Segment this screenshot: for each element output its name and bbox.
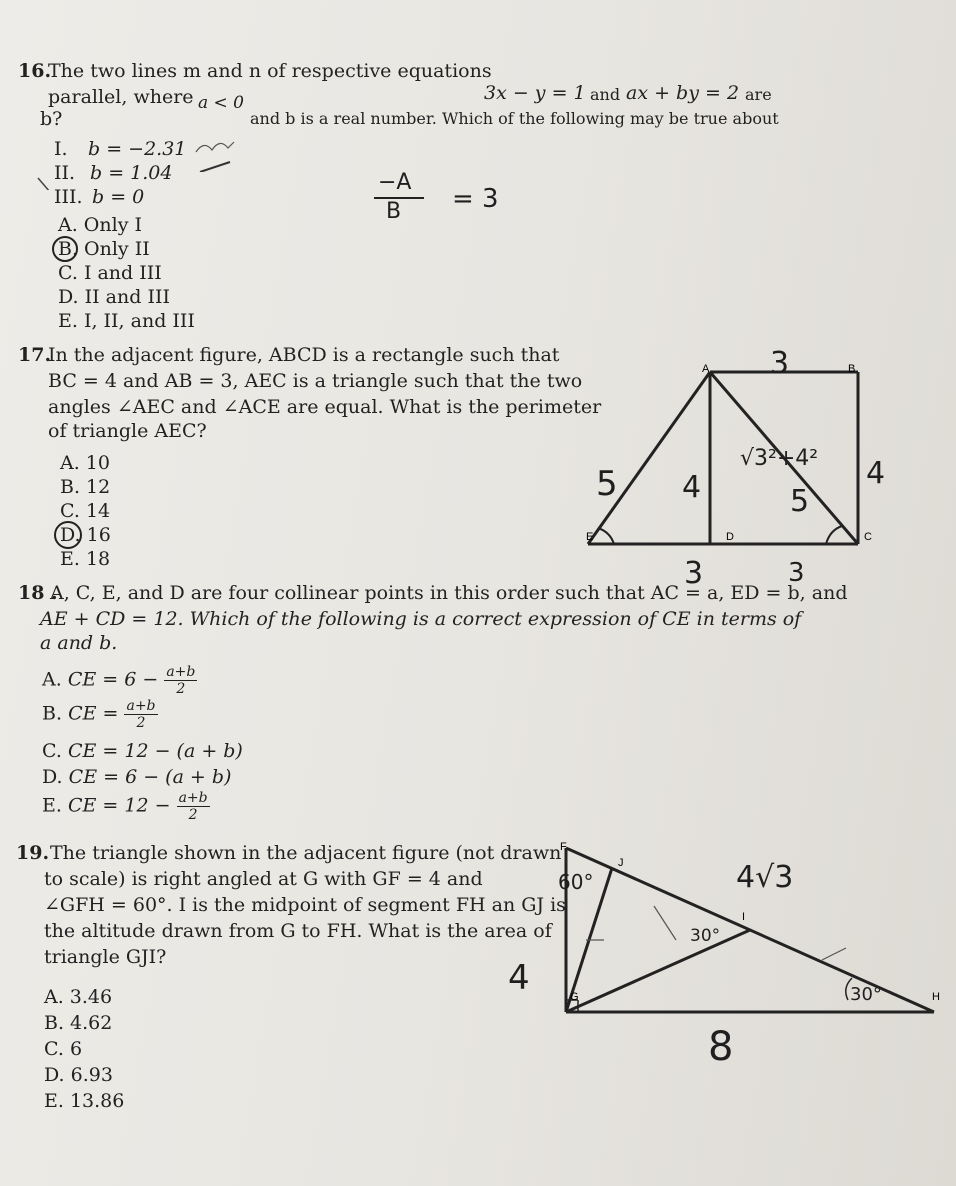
q19-hw-angle-60: 60° — [558, 870, 594, 894]
q19-label-h: H — [932, 991, 940, 1003]
q19-choice-a[interactable]: A. 3.46 — [44, 986, 113, 1008]
q16-pen-marks — [30, 130, 90, 190]
q17-choice-d[interactable]: D. 16 — [60, 524, 111, 546]
q18-choice-e-label: E. — [42, 794, 62, 817]
q18-choice-d-expr: CE = 6 − (a + b) — [68, 766, 232, 788]
q17-hw-left: 5 — [596, 464, 618, 504]
q17-choice-e[interactable]: E. 18 — [60, 548, 111, 570]
q19-label-f: F — [560, 841, 567, 853]
q17-choice-d-circle — [54, 521, 82, 549]
q18-choice-c[interactable] — [42, 740, 243, 762]
q18-number: 18 . — [18, 582, 58, 604]
q19-line-3: ∠GFH = 60°. I is the midpoint of segment FH an GJ is — [44, 894, 566, 916]
q17-line-4: of triangle AEC? — [48, 420, 207, 442]
q19-hw-base: 8 — [708, 1024, 734, 1070]
q16-cond: a < 0 — [198, 93, 245, 113]
q17-label-b: B — [848, 363, 856, 375]
q17-choice-c[interactable]: C. 14 — [60, 500, 111, 522]
q19-hw-left: 4 — [508, 958, 530, 998]
q19-hw-hyp: 4√3 — [736, 860, 794, 895]
q16-hw-numerator: −A — [378, 170, 412, 195]
q17-hw-right: 4 — [866, 456, 886, 491]
q19-choice-c[interactable]: C. 6 — [44, 1038, 83, 1060]
q17-line-3: angles ∠AEC and ∠ACE are equal. What is the perimeter — [48, 396, 602, 418]
q16-eq1: 3x − y = 1 — [484, 82, 586, 104]
q16-choice-d[interactable]: D. II and III — [58, 286, 170, 308]
q18-choice-b-label: B. — [42, 702, 63, 725]
q17-label-a: A — [702, 363, 710, 375]
q16-choice-a[interactable]: A. Only I — [58, 214, 142, 236]
q19-choice-e[interactable]: E. 13.86 — [44, 1090, 125, 1112]
q16-and: and — [590, 85, 621, 104]
q16-stmt-3-value: b = 0 — [92, 186, 145, 208]
q17-side-ae — [588, 372, 710, 544]
q18-choice-d-label: D. — [42, 766, 63, 788]
q16-stmt-3-label: III. — [54, 186, 83, 208]
q19-line-1: The triangle shown in the adjacent figure (not drawn — [50, 842, 562, 864]
q17-number: 17. — [18, 344, 52, 366]
q16-stmt-1-value: b = −2.31 — [88, 138, 187, 160]
q16-stmt-1-label: I. — [54, 138, 68, 160]
q19-label-j: J — [618, 857, 624, 869]
q16-are: are — [745, 85, 772, 104]
q17-line-2: BC = 4 and AB = 3, AEC is a triangle such that the two — [48, 370, 583, 392]
q18-choice-a-expr: CE = 6 − — [67, 668, 159, 691]
q18-choice-b-expr: CE = — [68, 702, 119, 725]
q16-hw-denominator: B — [386, 199, 402, 224]
q16-text-line3: b? — [40, 108, 63, 130]
q16-choice-b-circle — [52, 236, 78, 262]
q17-hw-diag: √3²+4² — [740, 446, 819, 471]
q18-choice-d[interactable] — [42, 766, 231, 788]
q19-line-5: triangle GJI? — [44, 946, 167, 968]
q19-choice-d[interactable]: D. 6.93 — [44, 1064, 113, 1086]
q16-stmt-2-label: II. — [54, 162, 76, 184]
q19-tick-2 — [822, 948, 846, 960]
q18-choice-c-expr: CE = 12 − (a + b) — [67, 740, 243, 762]
q16-scribble — [190, 132, 250, 172]
q17-angle-c — [826, 526, 842, 544]
q17-line-1: In the adjacent figure, ABCD is a rectangle such that — [48, 344, 560, 366]
q17-label-c: C — [864, 531, 872, 543]
q17-hw-mid: 4 — [682, 470, 702, 505]
q18-line-3: a and b. — [40, 632, 118, 654]
q17-hw-bottom-right: 3 — [788, 558, 805, 588]
q19-label-g: G — [570, 991, 579, 1003]
q19-line-2: to scale) is right angled at G with GF = 4 and — [44, 868, 483, 890]
q19-median-gi — [566, 930, 750, 1012]
q18-choice-e-expr: CE = 12 − — [67, 794, 171, 817]
q17-label-e: E — [586, 531, 594, 543]
q19-hw-angle-30a: 30° — [690, 926, 721, 946]
q18-choice-a-frac: $\frac{a+b}{2}$ — [166, 664, 196, 697]
q16-text-line2a: parallel, where — [48, 86, 194, 108]
q17-choice-a[interactable]: A. 10 — [60, 452, 110, 474]
q18-choice-a[interactable] — [42, 664, 197, 697]
q17-hw-bottom-left: 3 — [684, 556, 704, 591]
q19-hw-angle-30b: 30° — [850, 984, 882, 1005]
q17-label-d: D — [726, 531, 734, 543]
q18-line-2: AE + CD = 12. Which of the following is a correct expression of CE in terms of — [40, 608, 802, 630]
q19-line-4: the altitude drawn from G to FH. What is the area of — [44, 920, 552, 942]
q18-choice-a-label: A. — [42, 668, 62, 691]
q18-choice-e[interactable] — [42, 790, 210, 823]
q16-eq2: ax + by = 2 — [626, 82, 740, 104]
q18-choice-b-frac: $\frac{a+b}{2}$ — [126, 698, 156, 731]
q17-hw-top: 3 — [770, 346, 790, 381]
q16-stmt-2-value: b = 1.04 — [90, 162, 173, 184]
q19-tick-1 — [654, 906, 676, 940]
q19-label-i: I — [742, 911, 746, 923]
q17-choice-b[interactable]: B. 12 — [60, 476, 111, 498]
q17-angle-e — [598, 528, 614, 544]
q18-choice-c-label: C. — [42, 740, 62, 762]
q17-hw-diag-value: 5 — [790, 484, 810, 519]
q16-number: 16. — [18, 60, 52, 82]
q16-choice-c[interactable]: C. I and III — [58, 262, 162, 284]
q19-number: 19. — [16, 842, 50, 864]
q18-line-1: A, C, E, and D are four collinear points in this order such that AC = a, ED = b, and — [50, 582, 848, 604]
q16-text-line1: The two lines m and n of respective equations — [48, 60, 492, 82]
q16-hw-equals: = 3 — [452, 184, 499, 214]
q16-text-line2b: and b is a real number. Which of the following may be true about — [250, 109, 779, 128]
q16-choice-b[interactable]: B. Only II — [58, 238, 150, 260]
q18-choice-e-frac: $\frac{a+b}{2}$ — [178, 790, 208, 823]
q19-choice-b[interactable]: B. 4.62 — [44, 1012, 113, 1034]
q16-choice-e[interactable]: E. I, II, and III — [58, 310, 195, 332]
q18-choice-b[interactable] — [42, 698, 158, 731]
